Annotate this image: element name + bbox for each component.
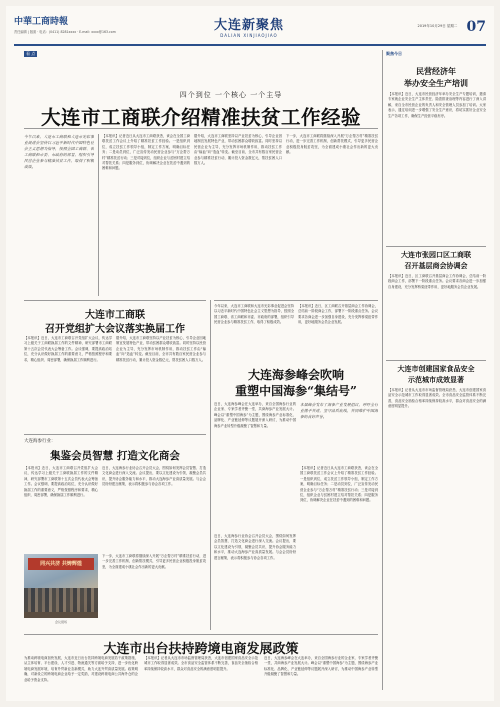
story2-body-a: 【本报讯】近日，大连市工商联召开党组扩大会议，传达学习上级关于工商联换届工作的文件精神，研究部署市工商联第十五次会员代表大会筹备工作。会议强调，要提高政治站位，充分认识做好换届工作的重要意义，严格按照程序和要求，精心组织、周密部署，确保换届工作顺利进行。: [24, 336, 112, 362]
story3-rule-top: [24, 434, 206, 435]
newspaper-page: [6, 6, 494, 701]
section-title-en: DALIAN XINJIAOJIAO: [220, 33, 278, 38]
story4-divider: [210, 300, 211, 630]
page-number: 07: [466, 18, 486, 35]
masthead-center: [194, 14, 304, 38]
story4-body-top-b: 【本报讯】近日，区工商联召开基层商会工作协调会，总结前一阶段商会工作，部署下一阶段重点任务。会议要求各商会进一步加强自身建设，充分发挥桥梁纽带作用，更好地服务会员企业发展。: [298, 304, 378, 325]
side-headline-2a: 大连市张园口区工商联: [401, 250, 471, 259]
story3-headline: 集鉴会员智慧 打造文化商会: [50, 450, 180, 462]
story4-headline-2: 重塑中国海参“集结号”: [235, 384, 357, 398]
side-headline-1b: 举办安全生产培训: [404, 78, 468, 88]
side-rule-2: [386, 360, 486, 361]
story4-rule-top: [214, 300, 378, 301]
column-divider: [98, 134, 99, 296]
masthead-right: [376, 16, 486, 35]
story4-body: 近日，大连海参峰会在大连举办，来自全国海参行业的企业家、专家学者齐聚一堂，共商海参产业发展大计。峰会以“重塑中国海参”为主题，围绕海参产业标准化、品牌化、产业链延伸等议题展开深入研讨，为推动中国海参产业转型升级凝聚了智慧和力量。: [214, 402, 296, 428]
side-body-2: 【本报讯】近日，区工商联召开基层商会工作协调会，总结前一阶段商会工作，部署下一阶段重点任务。会议要求各商会进一步加强自身建设，充分发挥桥梁纽带作用，更好地服务会员企业发展。: [388, 274, 486, 289]
side-headline-2b: 召开基层商会协调会: [404, 261, 468, 270]
main-body-2: 据介绍，大连市工商联坚持以产业扶贫为核心，引导企业因地制宜发展特色产业，带动贫困群众增收致富。同时坚持以民营企业为主导，充分发挥市场机制作用，推动扶贫工作由“输血”向“造血”转变。截至目前，全市共有数百家民营企业参与精准扶贫行动，累计投入资金数亿元，帮扶贫困人口数万人。: [194, 134, 282, 166]
contact-line: 责任编辑 | 版面 · 电话：(0411) 8281xxxx · E-mail: xxxx@163.com: [14, 30, 116, 34]
story5-body-c: 近日，大连海参峰会在大连举办，来自全国海参行业的企业家、专家学者齐聚一堂，共商海参产业发展大计。峰会以“重塑中国海参”为主题，围绕海参产业标准化、品牌化、产业链延伸等议题展开深入研讨，为推动中国海参产业转型升级凝聚了智慧和力量。: [264, 656, 378, 677]
main-body-1: 【本报讯】记者近日从大连市工商联获悉，该会在全国工商联扶贫工作会议上介绍了精准扶贫工作经验。一是组织到位，成立扶贫工作领导小组，制定工作方案，明确目标任务；二是动员到位，广泛宣传发动民营企业参与“万企帮万村”精准扶贫行动；三是对接到位，组织企业与贫困村建立结对帮扶关系；四是服务到位，协调解决企业在扶贫中遇到的困难和问题。: [102, 134, 190, 171]
headline-rule: [24, 128, 378, 129]
story2-body-b: 据介绍，大连市工商联坚持以产业扶贫为核心，引导企业因地制宜发展特色产业，带动贫困群众增收致富。同时坚持以民营企业为主导，充分发挥市场机制作用，推动扶贫工作由“输血”向“造血”转变。截至目前，全市共有数百家民营企业参与精准扶贫行动，累计投入资金数亿元，帮扶贫困人口数万人。: [116, 336, 206, 362]
section-tag-label: 看 点: [26, 51, 36, 56]
main-body-3: 下一步，大连市工商联将继续深入开展“万企帮万村”精准扶贫行动，进一步完善工作机制，创新帮扶模式，引导更多民营企业积极投身脱贫攻坚，为全面建成小康社会作出新的更大贡献。: [286, 134, 378, 155]
main-headline: 大连市工商联介绍精准扶贫工作经验: [40, 106, 361, 129]
photo-caption: 会议现场: [54, 620, 67, 624]
story5-body-a: 为推动跨境电商加快发展，大连市近日出台扶持跨境电商发展若干政策措施，从主体培育、平台建设、人才引进、物流通关等方面给予支持，进一步优化跨境电商发展环境，培育外贸新业态新模式，助力大连外贸高质量发展。政策明确，对新设立的跨境电商企业给予一定奖励，对建设跨境电商公共海外仓的企业给予资金支持。: [24, 656, 138, 682]
story5-headline: 大连市出台扶持跨境电商发展政策: [103, 642, 299, 657]
paper-name: 中華工商時報: [14, 17, 69, 27]
masthead: [14, 14, 486, 42]
section-title: 大连新聚焦: [213, 18, 284, 33]
side-headline-3a: 大连市创建国家食品安全: [397, 364, 475, 373]
section-tag: [24, 51, 39, 57]
story4-body-b: 【本报讯】记者近日从大连市工商联获悉，该会在全国工商联扶贫工作会议上介绍了精准扶贫工作经验。一是组织到位，成立扶贫工作领导小组，制定工作方案，明确目标任务；二是动员到位，广泛宣传发动民营企业参与“万企帮万村”精准扶贫行动；三是对接到位，组织企业与贫困村建立结对帮扶关系；四是服务到位，协调解决企业在扶贫中遇到的困难和问题。: [300, 466, 378, 503]
right-section-tag: 聚焦今日: [386, 51, 402, 56]
story5-body-b: 【本报讯】记者从大连市市场监督管理局获悉，大连市创建国家食品安全示范城市工作取得显著成效。全市食品安全监管体系不断完善，食品安全抽检合格率持续保持较高水平，群众对食品安全的满意度明显提升。: [144, 656, 258, 671]
right-column-divider: [382, 50, 383, 690]
story2-rule-top: [24, 300, 206, 301]
photo-banner: 同兴共济 共铸辉煌: [28, 558, 94, 570]
issue-date: 2019年10月29日 星期二: [417, 24, 458, 28]
story4-quote: 本届峰会发布了海参产业发展倡议，呼吁全行业携手共进，坚守品质底线，共同维护中国海参的良好声誉。: [300, 402, 378, 419]
main-kicker: 四个到位 一个核心 一个主导: [179, 91, 283, 99]
story3-body-c: 下一步，大连市工商联将继续深入开展“万企帮万村”精准扶贫行动，进一步完善工作机制，创新帮扶模式，引导更多民营企业积极投身脱贫攻坚，为全面建成小康社会作出新的更大贡献。: [102, 554, 206, 569]
meeting-photo: [24, 554, 98, 618]
story3-body-a: 近日，大连海参行业协会召开会员大会，围绕如何发挥会员智慧、打造文化商会进行深入交流。会议提出，要以文化建设为引领，凝聚会员共识，提升协会服务能力和水平，推动大连海参产业高质量发展。与会会员纷纷建言献策，表示将积极参与协会各项工作。: [102, 466, 206, 487]
side-body-1: 【本报讯】近日，大连市民营经济年举办安全生产专题培训，邀请专家就企业安全生产主体责任、隐患排查治理等内容进行了深入讲解，来自全市民营企业的负责人和安全管理人员参加了培训。大家表示，通过培训进一步增强了安全生产意识，将切实抓好企业安全生产各项工作，确保生产经营平稳有序。: [388, 92, 486, 118]
side-headline-3b: 示范城市成效显著: [408, 375, 464, 384]
story5-rule-top: [24, 634, 378, 635]
photo-floor: [24, 612, 98, 618]
story4-headline-1: 大连海参峰会吹响: [247, 368, 344, 382]
story3-kicker: 大连海参行业：: [24, 439, 56, 444]
main-intro: 今年以来，大连市工商联和大连市光彩事业促进会坚持以习近平新时代中国特色社会主义思想为指导，按照全国工商联、省工商联和市委、市政府的部署，组织引导民营企业参与精准扶贫工作，取得了积极成效。: [24, 134, 94, 169]
side-headline-1a: 民营经济年: [416, 66, 456, 76]
story2-headline-1: 大连市工商联: [85, 310, 145, 321]
story3-body-b: 【本报讯】近日，大连市工商联召开党组扩大会议，传达学习上级关于工商联换届工作的文件精神，研究部署市工商联第十五次会员代表大会筹备工作。会议强调，要提高政治站位，充分认识做好换届工作的重要意义，严格按照程序和要求，精心组织、周密部署，确保换届工作顺利进行。: [24, 466, 98, 498]
story2-headline-2: 召开党组扩大会议落实换届工作: [45, 324, 185, 335]
masthead-left: [14, 14, 174, 34]
side-rule-1: [386, 246, 486, 247]
header-rule: [14, 44, 486, 46]
story4-body-c: 近日，大连海参行业协会召开会员大会，围绕如何发挥会员智慧、打造文化商会进行深入交流。会议提出，要以文化建设为引领，凝聚会员共识，提升协会服务能力和水平，推动大连海参产业高质量发展。与会会员纷纷建言献策，表示将积极参与协会各项工作。: [214, 534, 296, 560]
story4-body-top-a: 今年以来，大连市工商联和大连市光彩事业促进会坚持以习近平新时代中国特色社会主义思想为指导，按照全国工商联、省工商联和市委、市政府的部署，组织引导民营企业参与精准扶贫工作，取得了积极成效。: [214, 304, 294, 325]
side-body-3: 【本报讯】记者从大连市市场监督管理局获悉，大连市创建国家食品安全示范城市工作取得显著成效。全市食品安全监管体系不断完善，食品安全抽检合格率持续保持较高水平，群众对食品安全的满意度明显提升。: [388, 388, 486, 409]
